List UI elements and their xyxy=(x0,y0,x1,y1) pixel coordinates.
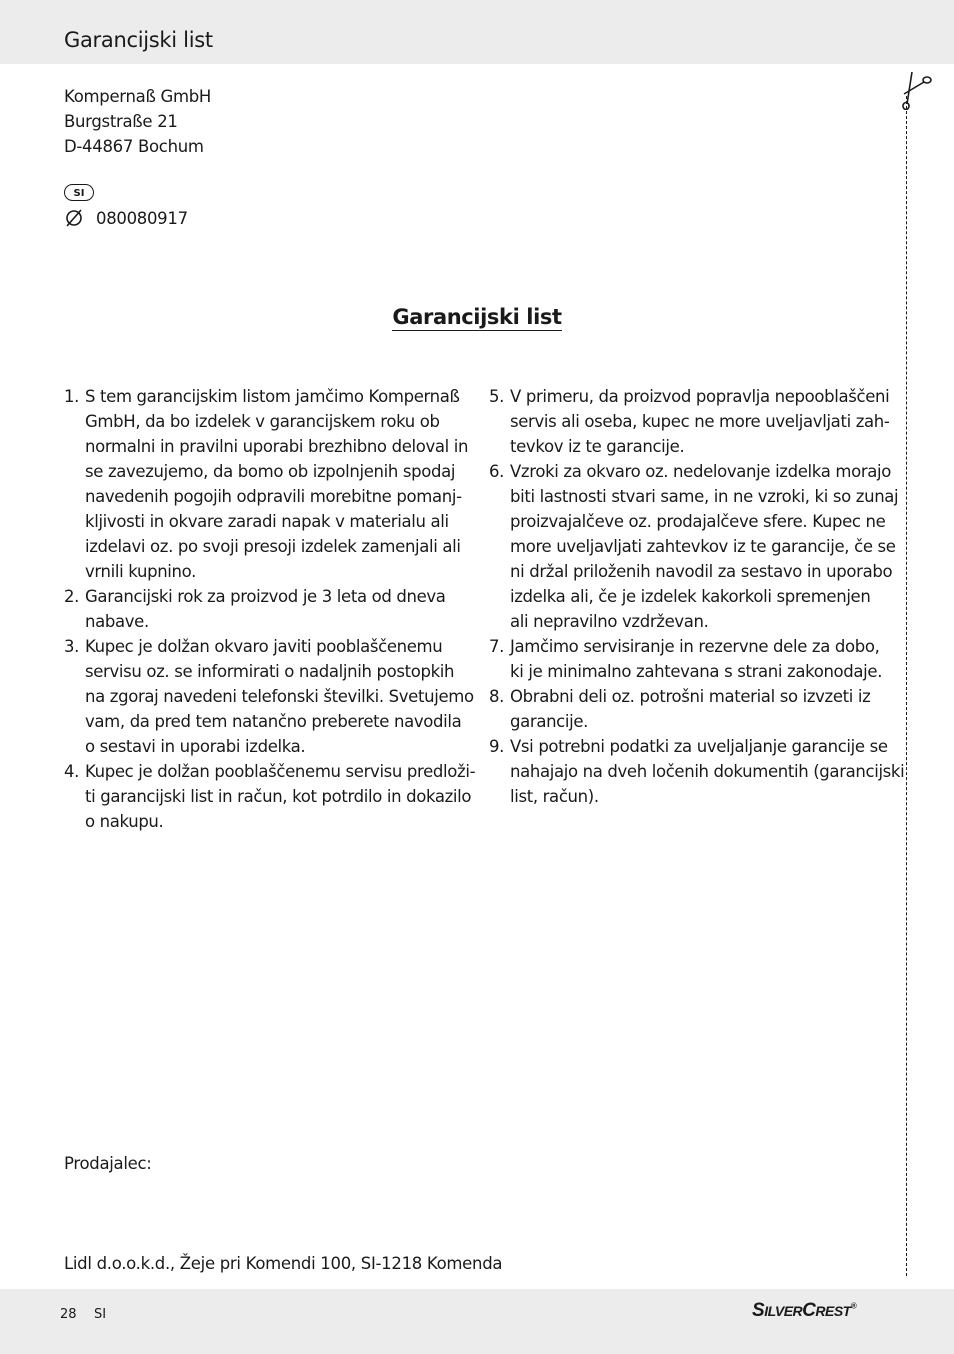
item-number: 5. xyxy=(489,387,505,406)
brand-letter: C xyxy=(802,1300,816,1321)
item-line: more uveljavljati zahtevkov iz te garancije, če se xyxy=(510,537,896,556)
list-item xyxy=(489,459,899,634)
item-line: Jamčimo servisiranje in rezervne dele za dobo, xyxy=(510,637,880,656)
item-number: 3. xyxy=(64,637,80,656)
item-line: nahajajo na dveh ločenih dokumentih (garancijski xyxy=(510,762,905,781)
manufacturer-address xyxy=(64,84,211,159)
list-item xyxy=(489,684,891,734)
cut-line xyxy=(906,96,907,1276)
item-line: o nakupu. xyxy=(85,812,164,831)
item-line: navedenih pogojih odpravili morebitne pomanj- xyxy=(85,487,462,506)
item-line: vam, da pred tem natančno preberete navodila xyxy=(85,712,462,731)
seller-address: Lidl d.o.o.k.d., Žeje pri Komendi 100, SI-1218 Komenda xyxy=(64,1254,503,1273)
page-language: SI xyxy=(94,1307,107,1322)
item-line: GmbH, da bo izdelek v garancijskem roku ob xyxy=(85,412,440,431)
item-line: vrnili kupnino. xyxy=(85,562,196,581)
item-line: tevkov iz te garancije. xyxy=(510,437,685,456)
item-line: S tem garancijskim listom jamčimo Kompernaß xyxy=(85,387,460,406)
item-line: na zgoraj navedeni telefonski številki. Svetujemo xyxy=(85,687,474,706)
item-number: 4. xyxy=(64,762,80,781)
item-line: servisu oz. se informirati o nadaljnih postopkih xyxy=(85,662,455,681)
item-line: Garancijski rok za proizvod je 3 leta od dneva xyxy=(85,587,446,606)
item-line: Obrabni deli oz. potrošni material so izvzeti iz xyxy=(510,687,871,706)
page-header-title: Garancijski list xyxy=(64,28,213,52)
item-line: se zavezujemo, da bomo ob izpolnjenih spodaj xyxy=(85,462,456,481)
item-line: ni držal priloženih navodil za sestavo in uporabo xyxy=(510,562,893,581)
item-line: Kupec je dolžan okvaro javiti pooblaščenemu xyxy=(85,637,443,656)
brand-logo xyxy=(752,1300,856,1322)
item-line: servis ali oseba, kupec ne more uveljavljati zah- xyxy=(510,412,890,431)
document-title xyxy=(0,305,954,329)
scissors-icon xyxy=(898,70,934,110)
list-item xyxy=(489,384,891,459)
item-line: V primeru, da proizvod popravlja nepooblaščeni xyxy=(510,387,890,406)
item-line: ali nepravilno vzdrževan. xyxy=(510,612,709,631)
item-line: o sestavi in uporabi izdelka. xyxy=(85,737,306,756)
item-line: Vzroki za okvaro oz. nedelovanje izdelka morajo xyxy=(510,462,891,481)
conditions-left-column xyxy=(64,384,476,834)
item-line: Kupec je dolžan pooblaščenemu servisu predloži- xyxy=(85,762,476,781)
brand-letters: ILVER xyxy=(764,1303,803,1319)
list-item xyxy=(64,384,469,584)
item-line: proizvajalčeve oz. prodajalčeve sfere. Kupec ne xyxy=(510,512,886,531)
item-line: normalni in pravilni uporabi brezhibno deloval in xyxy=(85,437,469,456)
item-line: garancije. xyxy=(510,712,589,731)
list-item xyxy=(489,734,905,809)
page-number: 28 xyxy=(60,1307,77,1322)
item-line: ki je minimalno zahtevana s strani zakonodaje. xyxy=(510,662,883,681)
item-line: kljivosti in okvare zaradi napak v materialu ali xyxy=(85,512,449,531)
conditions-right-column xyxy=(489,384,905,809)
item-line: list, račun). xyxy=(510,787,599,806)
address-line: Kompernaß GmbH xyxy=(64,87,212,106)
item-line: ti garancijski list in račun, kot potrdilo in dokazilo xyxy=(85,787,472,806)
phone-number: 080080917 xyxy=(96,209,188,228)
list-item xyxy=(64,634,474,759)
seller-label: Prodajalec: xyxy=(64,1154,152,1173)
registered-mark: ® xyxy=(850,1301,857,1311)
item-line: izdelka ali, če je izdelek kakorkoli spremenjen xyxy=(510,587,871,606)
country-badge: SI xyxy=(64,184,94,201)
item-number: 1. xyxy=(64,387,80,406)
phone-row xyxy=(64,208,188,228)
address-line: D-44867 Bochum xyxy=(64,137,204,156)
brand-letters: REST xyxy=(815,1303,851,1319)
list-item xyxy=(64,584,466,634)
phone-icon xyxy=(64,208,84,228)
item-line: Vsi potrebni podatki za uveljaljanje garancije se xyxy=(510,737,888,756)
brand-letter: S xyxy=(752,1300,765,1321)
list-item xyxy=(64,759,476,834)
item-line: nabave. xyxy=(85,612,149,631)
list-item xyxy=(489,634,891,684)
document-title-text: Garancijski list xyxy=(392,305,562,329)
item-number: 9. xyxy=(489,737,505,756)
item-line: biti lastnosti stvari same, in ne vzroki, ki so zunaj xyxy=(510,487,899,506)
address-line: Burgstraße 21 xyxy=(64,112,178,131)
item-number: 8. xyxy=(489,687,505,706)
item-number: 2. xyxy=(64,587,80,606)
item-line: izdelavi oz. po svoji presoji izdelek zamenjali ali xyxy=(85,537,461,556)
item-number: 6. xyxy=(489,462,505,481)
item-number: 7. xyxy=(489,637,505,656)
